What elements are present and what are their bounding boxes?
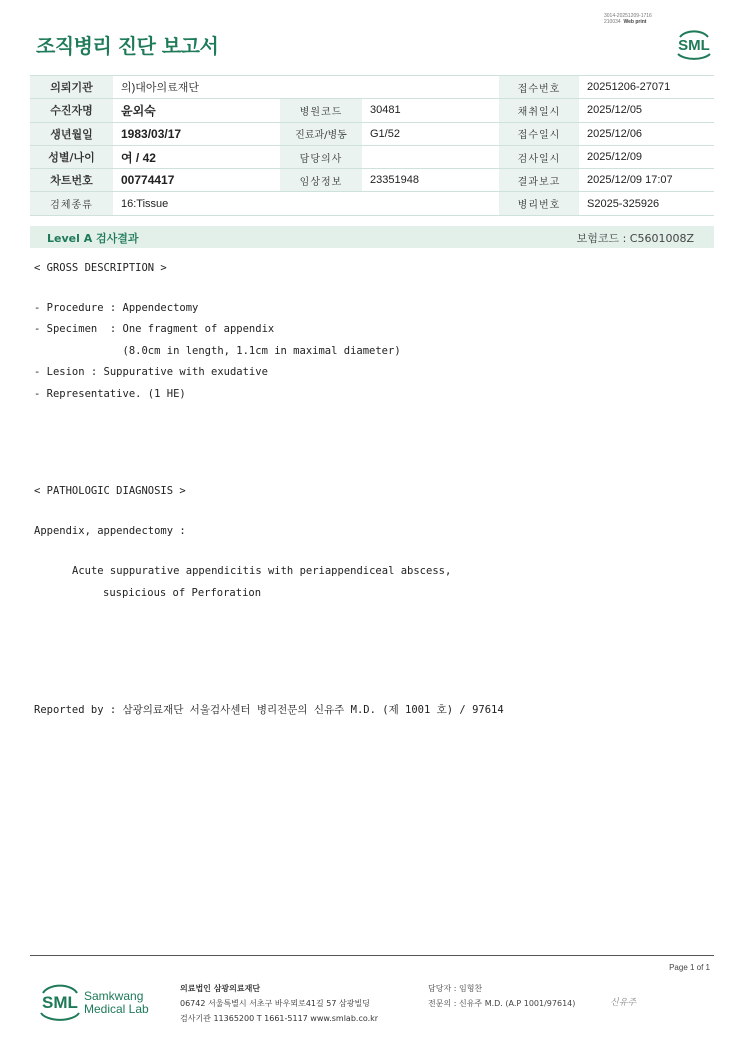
logo-sub-medical-lab: Medical Lab xyxy=(84,1002,149,1016)
print-code xyxy=(604,13,652,25)
table-row xyxy=(30,76,714,99)
page-number: Page 1 of 1 xyxy=(669,963,710,972)
footer-divider xyxy=(30,955,714,956)
value-receipt-number: 20251206-27071 xyxy=(579,76,714,99)
sml-footer-logo-mark xyxy=(37,980,83,1026)
label-requesting-institution: 의뢰기관 xyxy=(30,76,113,99)
gross-description-heading: < GROSS DESCRIPTION > xyxy=(34,262,167,274)
gross-line-representative: - Representative. (1 HE) xyxy=(34,388,186,400)
org-address: 06742 서울특별시 서초구 바우뫼로41길 57 삼광빌딩 xyxy=(180,999,370,1008)
signature: 신유주 xyxy=(610,998,637,1008)
sml-logo-text: SML xyxy=(678,37,710,54)
table-row xyxy=(30,192,714,215)
result-level: Level A 검사결과 xyxy=(47,232,139,245)
reported-by: Reported by : 삼광의료재단 서울검사센터 병리전문의 신유주 M.D. (제 1001 호) / 97614 xyxy=(34,704,504,716)
value-patient-name: 윤외숙 xyxy=(113,99,280,122)
label-attending-doctor: 담당의사 xyxy=(280,145,362,168)
label-clinical-info: 임상정보 xyxy=(280,169,362,192)
pathologic-diagnosis-heading: < PATHOLOGIC DIAGNOSIS > xyxy=(34,485,186,497)
gross-line-specimen-size: (8.0cm in length, 1.1cm in maximal diameter) xyxy=(34,345,401,357)
label-pathology-number: 병리번호 xyxy=(499,192,579,215)
value-hospital-code: 30481 xyxy=(362,99,499,122)
web-print-label: Web print xyxy=(623,19,647,25)
value-receipt-date: 2025/12/06 xyxy=(579,122,714,145)
table-row xyxy=(30,122,714,145)
footer-staff xyxy=(428,981,575,1011)
insurance-code: 보험코드 : C5601008Z xyxy=(576,232,694,245)
label-patient-name: 수진자명 xyxy=(30,99,113,122)
footer-organization xyxy=(180,981,378,1026)
logo-sub-samkwang: Samkwang xyxy=(84,989,144,1003)
staff-in-charge: 담당자 : 임형찬 xyxy=(428,984,483,993)
specialist: 전문의 : 신유주 M.D. (A.P 1001/97614) xyxy=(428,999,576,1008)
table-row xyxy=(30,99,714,122)
diagnosis-site: Appendix, appendectomy : xyxy=(34,525,186,537)
value-sex-age: 여 / 42 xyxy=(113,145,280,168)
gross-line-lesion: - Lesion : Suppurative with exudative xyxy=(34,366,268,378)
sml-footer-logo-text: SML xyxy=(42,993,78,1012)
print-code-line1: 3014-20251209-1716 xyxy=(604,13,652,19)
footer-logo xyxy=(37,980,149,1030)
value-clinical-info: 23351948 xyxy=(362,169,499,192)
patient-info-table xyxy=(30,75,714,216)
gross-line-procedure: - Procedure : Appendectomy xyxy=(34,302,199,314)
value-specimen-type: 16:Tissue xyxy=(113,192,499,215)
label-sex-age: 성별/나이 xyxy=(30,145,113,168)
label-hospital-code: 병원코드 xyxy=(280,99,362,122)
label-test-date: 검사일시 xyxy=(499,145,579,168)
value-department-ward: G1/52 xyxy=(362,122,499,145)
value-birth-date: 1983/03/17 xyxy=(113,122,280,145)
result-level-bar xyxy=(30,226,714,248)
value-pathology-number: S2025-325926 xyxy=(579,192,714,215)
diagnosis-line-1: Acute suppurative appendicitis with periappendiceal abscess, xyxy=(72,565,452,577)
label-department-ward: 진료과/병동 xyxy=(280,122,362,145)
value-collection-date: 2025/12/05 xyxy=(579,99,714,122)
label-birth-date: 생년월일 xyxy=(30,122,113,145)
org-name: 의료법인 삼광의료재단 xyxy=(180,984,261,993)
label-chart-number: 차트번호 xyxy=(30,169,113,192)
label-receipt-date: 접수일시 xyxy=(499,122,579,145)
label-receipt-number: 접수번호 xyxy=(499,76,579,99)
value-result-report: 2025/12/09 17:07 xyxy=(579,169,714,192)
value-attending-doctor xyxy=(362,145,499,168)
gross-line-specimen: - Specimen : One fragment of appendix xyxy=(34,323,275,335)
table-row xyxy=(30,169,714,192)
value-test-date: 2025/12/09 xyxy=(579,145,714,168)
label-collection-date: 채취일시 xyxy=(499,99,579,122)
print-code-line2: 210034 xyxy=(604,19,621,25)
table-row xyxy=(30,145,714,168)
org-contact: 검사기관 11365200 T 1661-5117 www.smlab.co.kr xyxy=(180,1014,379,1023)
diagnosis-line-2: suspicious of Perforation xyxy=(103,587,262,599)
sml-logo xyxy=(674,26,714,62)
label-specimen-type: 검체종류 xyxy=(30,192,113,215)
value-chart-number: 00774417 xyxy=(113,169,280,192)
label-result-report: 결과보고 xyxy=(499,169,579,192)
page-title: 조직병리 진단 보고서 xyxy=(36,34,219,58)
value-requesting-institution: 의)대아의료재단 xyxy=(113,76,499,99)
